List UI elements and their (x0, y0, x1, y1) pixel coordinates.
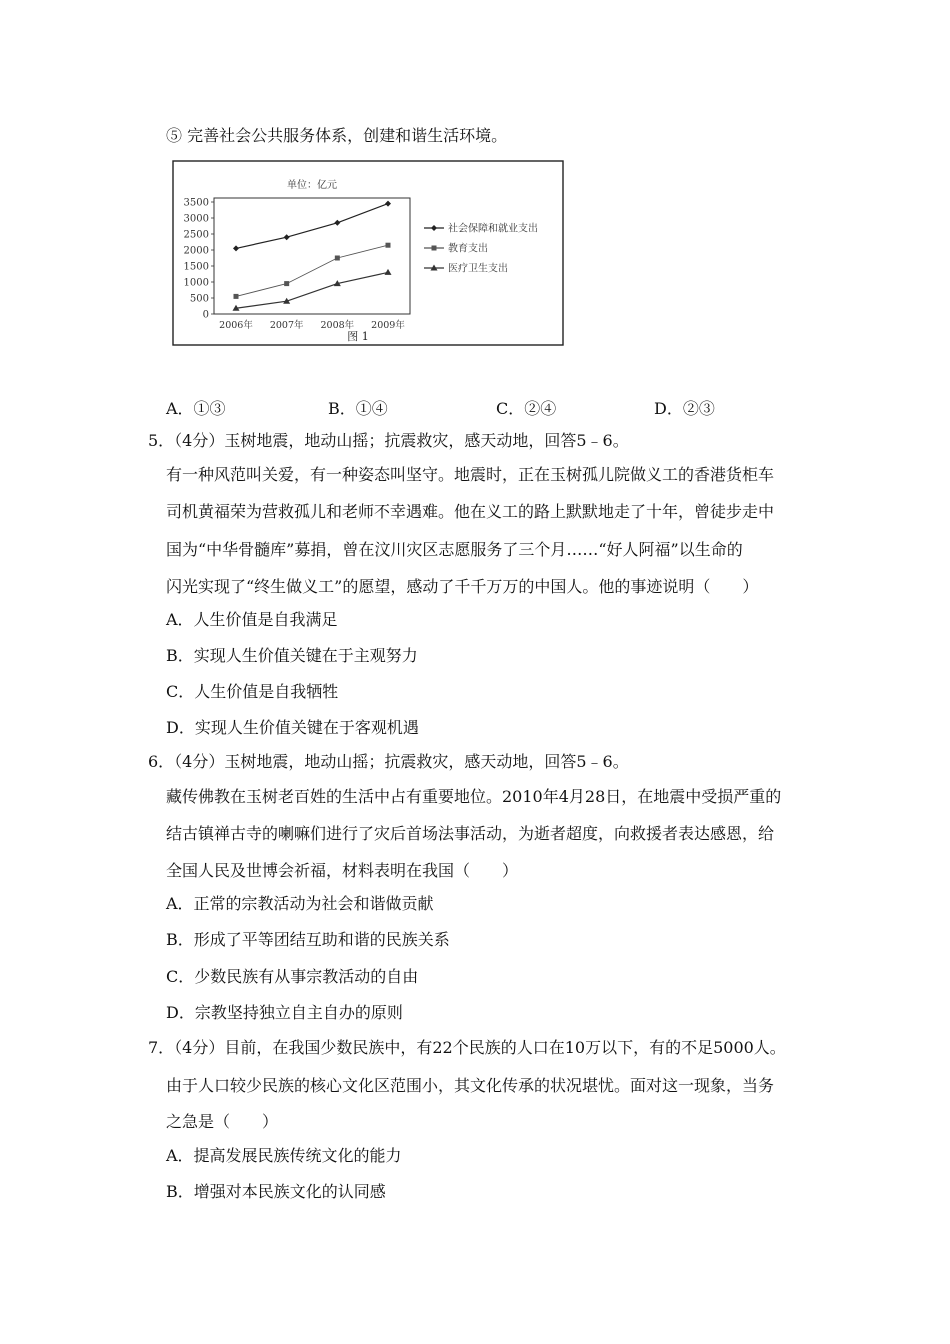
data-point (431, 225, 437, 231)
q7-passage-line: 由于人口较少民族的核心文化区范围小，其文化传承的状况堪忧。面对这一现象，当务 (166, 1076, 775, 1095)
q5-passage-line: 有一种风范叫关爱，有一种姿态叫坚守。地震时，正在玉树孤儿院做义工的香港货柜车 (166, 465, 775, 484)
y-tick-label: 2000 (183, 245, 209, 257)
q5-passage-line: 闪光实现了“终生做义工”的愿望，感动了千千万万的中国人。他的事迹说明（ ） (166, 577, 759, 596)
q6-stem: 6．（4分）玉树地震，地动山摇；抗震救灾，感天动地，回答5﹣6。 (148, 752, 629, 771)
series-line (236, 204, 388, 249)
x-tick-label: 2008年 (320, 320, 355, 331)
figure-caption: 图 1 (347, 330, 369, 343)
q7-passage-line: 之急是（ ） (166, 1112, 279, 1131)
data-point (432, 246, 437, 251)
q5-option-b[interactable]: B．实现人生价值关键在于主观努力 (166, 646, 418, 665)
q4-choice-c[interactable]: C．②④ (496, 399, 557, 418)
line-chart (172, 160, 564, 348)
intro-item: ⑤ 完善社会公共服务体系，创建和谐生活环境。 (166, 126, 508, 145)
data-point (234, 294, 239, 299)
x-tick-label: 2007年 (269, 320, 304, 331)
q6-option-a[interactable]: A．正常的宗教活动为社会和谐做贡献 (166, 894, 434, 913)
y-tick-label: 3000 (183, 213, 209, 225)
x-tick-label: 2009年 (371, 320, 405, 331)
y-tick-label: 2500 (183, 229, 209, 241)
data-point (335, 256, 340, 261)
legend-label: 教育支出 (448, 243, 488, 255)
y-tick-label: 500 (189, 293, 209, 305)
y-tick-label: 3500 (183, 197, 209, 209)
plot-area (214, 198, 410, 314)
data-point (385, 201, 391, 207)
series-line (236, 245, 388, 296)
data-point (233, 245, 239, 251)
q6-passage-line: 全国人民及世博会祈福，材料表明在我国（ ） (166, 861, 519, 880)
q6-passage-line: 结古镇禅古寺的喇嘛们进行了灾后首场法事活动，为逝者超度，向救援者表达感恩，给 (166, 824, 775, 843)
legend-label: 医疗卫生支出 (448, 263, 508, 275)
chart-figure (172, 160, 564, 348)
q5-option-d[interactable]: D．实现人生价值关键在于客观机遇 (166, 718, 419, 737)
q7-option-a[interactable]: A．提高发展民族传统文化的能力 (166, 1146, 402, 1165)
data-point (386, 243, 391, 248)
q4-choice-b[interactable]: B．①④ (328, 399, 388, 418)
q6-passage-line: 藏传佛教在玉树老百姓的生活中占有重要地位。2010年4月28日，在地震中受损严重的 (166, 787, 782, 806)
data-point (334, 220, 340, 226)
legend-label: 社会保障和就业支出 (448, 223, 538, 235)
q6-option-b[interactable]: B．形成了平等团结互助和谐的民族关系 (166, 930, 450, 949)
x-tick-label: 2006年 (219, 320, 253, 331)
q5-stem: 5．（4分）玉树地震，地动山摇；抗震救灾，感天动地，回答5﹣6。 (148, 431, 629, 450)
q5-passage-line: 国为“中华骨髓库”募捐，曾在汶川灾区志愿服务了三个月……“好人阿福”以生命的 (166, 540, 743, 559)
y-tick-label: 1500 (183, 261, 209, 273)
figure-frame (173, 161, 563, 345)
q5-option-c[interactable]: C．人生价值是自我牺牲 (166, 682, 339, 701)
q6-option-d[interactable]: D．宗教坚持独立自主自办的原则 (166, 1003, 403, 1022)
q7-option-b[interactable]: B．增强对本民族文化的认同感 (166, 1182, 386, 1201)
y-tick-label: 0 (202, 309, 209, 321)
q5-passage-line: 司机黄福荣为营救孤儿和老师不幸遇难。他在义工的路上默默地走了十年，曾徒步走中 (166, 502, 775, 521)
q4-choice-d[interactable]: D．②③ (654, 399, 715, 418)
q7-stem: 7．（4分）目前，在我国少数民族中，有22个民族的人口在10万以下，有的不足5000人。 (148, 1038, 786, 1057)
data-point (385, 269, 392, 275)
q4-choice-a[interactable]: A．①③ (166, 399, 226, 418)
q5-option-a[interactable]: A．人生价值是自我满足 (166, 610, 338, 629)
q6-option-c[interactable]: C．少数民族有从事宗教活动的自由 (166, 967, 419, 986)
y-tick-label: 1000 (183, 277, 209, 289)
chart-title: 单位：亿元 (287, 180, 337, 191)
data-point (284, 281, 289, 286)
data-point (284, 234, 290, 240)
